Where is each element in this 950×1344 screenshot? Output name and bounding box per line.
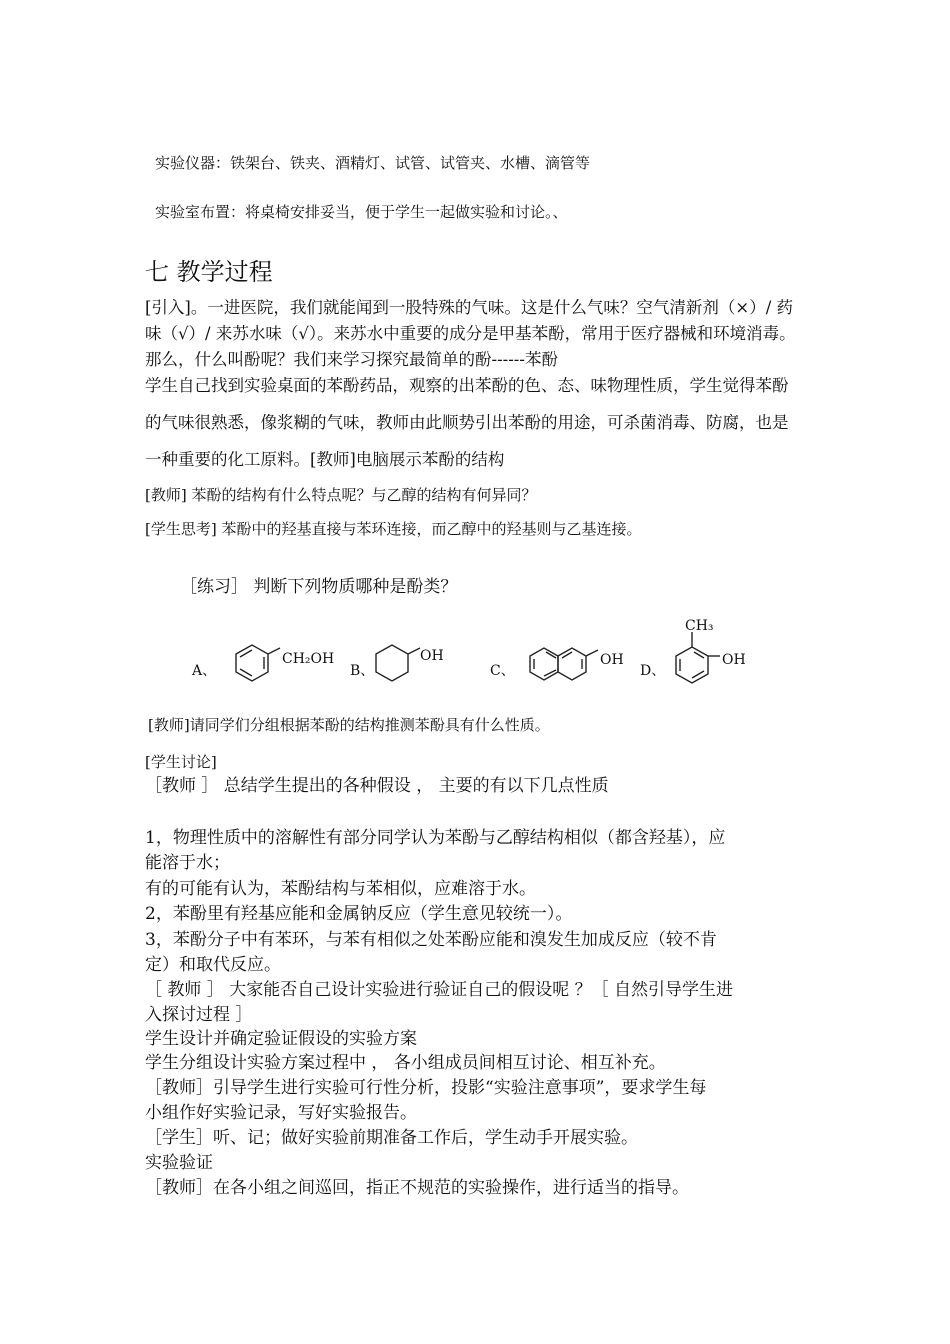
section-title: 七 教学过程 <box>145 258 273 286</box>
option-c-group: OH <box>600 652 624 668</box>
molecule-c-naphthol <box>530 648 598 680</box>
point-line-7: ［ 教师 ］ 大家能否自己设计实验进行验证自己的假设呢 ？［ 自然引导学生进 <box>145 980 734 1000</box>
point-line-13: ［学生］听、记；做好实验前期准备工作后，学生动手开展实验。 <box>145 1128 638 1148</box>
point-line-6: 定）和取代反应。 <box>145 955 281 975</box>
teacher-question: [教师] 苯酚的结构有什么特点呢？与乙醇的结构有何异同？ <box>145 486 537 504</box>
point-line-1: 1，物理性质中的溶解性有部分同学认为苯酚与乙醇结构相似（都含羟基），应 <box>145 828 726 848</box>
teacher-summary: ［教师 ］ 总结学生提出的各种假设 ， 主要的有以下几点性质 <box>145 776 609 796</box>
point-line-14: 实验验证 <box>145 1153 213 1173</box>
point-line-12: 小组作好实验记录，写好实验报告。 <box>145 1103 417 1123</box>
molecule-b-cyclohexanol <box>376 645 420 681</box>
student-discussion: [学生讨论] <box>145 753 217 771</box>
molecule-options <box>180 618 760 698</box>
point-line-11: ［教师］引导学生进行实验可行性分析，投影“实验注意事项”，要求学生每 <box>145 1078 707 1098</box>
molecule-a-benzyl-alcohol <box>236 645 280 681</box>
intro-line-2: 味（√）/ 来苏水味（√）。来苏水中重要的成分是甲基苯酚，常用于医疗器械和环境消毒。 <box>145 324 796 343</box>
exercise-prompt: ［练习］ 判断下列物质哪种是酚类？ <box>180 577 458 597</box>
option-b-group: OH <box>420 648 444 664</box>
intro-line-1: [引入]。一进医院，我们就能闻到一股特殊的气味。这是什么气味？空气清新剂（×）/ 药 <box>145 298 794 317</box>
point-line-8: 入探讨过程 ］ <box>145 1005 253 1025</box>
point-line-10: 学生分组设计实验方案过程中 ， 各小组成员间相互讨论、相互补充。 <box>145 1053 666 1073</box>
observe-line-1: 学生自己找到实验桌面的苯酚药品，观察的出苯酚的色、态、味物理性质，学生觉得苯酚 <box>145 376 789 395</box>
observe-line-2: 的气味很熟悉，像浆糊的气味，教师由此顺势引出苯酚的用途，可杀菌消毒、防腐，也是 <box>145 413 789 432</box>
option-d-group: OH <box>722 652 746 668</box>
option-a-group: CH₂OH <box>282 651 335 667</box>
teacher-group-task: [教师]请同学们分组根据苯酚的结构推测苯酚具有什么性质。 <box>148 716 550 734</box>
option-d-label: D、 <box>640 663 666 679</box>
equipment-line: 实验仪器：铁架台、铁夹、酒精灯、试管、试管夹、水槽、滴管等 <box>155 154 591 172</box>
option-d-methyl: CH₃ <box>685 618 714 634</box>
point-line-3: 有的可能有认为，苯酚结构与苯相似，应难溶于水。 <box>145 879 536 899</box>
option-c-label: C、 <box>490 663 515 679</box>
option-a-label: A、 <box>192 663 217 679</box>
option-b-label: B、 <box>350 663 375 679</box>
point-line-5: 3，苯酚分子中有苯环，与苯有相似之处苯酚应能和溴发生加成反应（较不肯 <box>145 930 717 950</box>
student-thinking: [学生思考] 苯酚中的羟基直接与苯环连接，而乙醇中的羟基则与乙基连接。 <box>145 520 642 538</box>
point-line-15: ［教师］在各小组之间巡回，指正不规范的实验操作，进行适当的指导。 <box>145 1178 689 1198</box>
molecule-d-cresol <box>676 632 720 683</box>
observe-line-3: 一种重要的化工原料。[教师]电脑展示苯酚的结构 <box>145 450 505 469</box>
lab-setup-line: 实验室布置：将桌椅安排妥当，便于学生一起做实验和讨论。、 <box>155 203 568 221</box>
intro-line-3: 那么，什么叫酚呢？我们来学习探究最简单的酚------苯酚 <box>145 350 558 369</box>
point-line-4: 2，苯酚里有羟基应能和金属钠反应（学生意见较统一）。 <box>145 904 573 924</box>
point-line-9: 学生设计并确定验证假设的实验方案 <box>145 1029 417 1049</box>
molecule-structures <box>180 618 760 698</box>
point-line-2: 能溶于水； <box>145 853 230 873</box>
